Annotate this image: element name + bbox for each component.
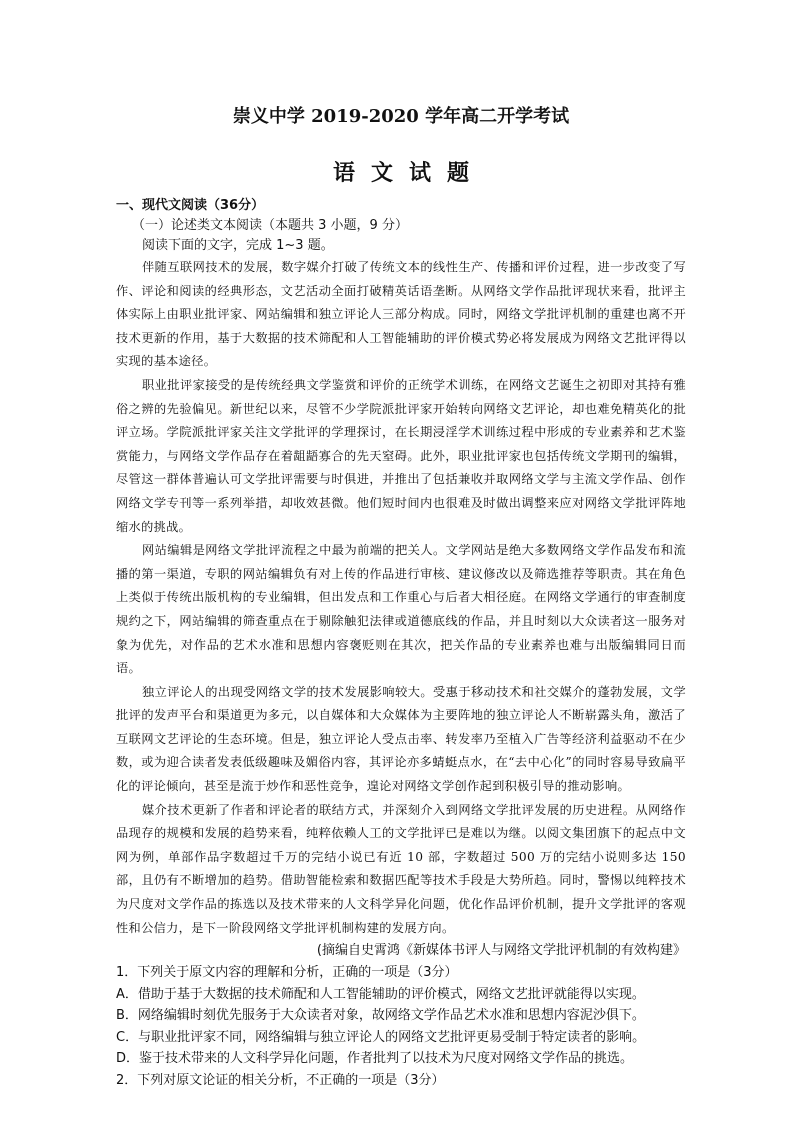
passage-paragraph: 伴随互联网技术的发展，数字媒介打破了传统文本的线性生产、传播和评价过程，进一步改变了写作、评论和阅读的经典形态，文艺活动全面打破精英话语垄断。从网络文学作品批评现状来看，批评主体实际上由职业批评家、网站编辑和独立评论人三部分构成。同时，网络文学批评机制的重建也离不开技术更新的作用，基于大数据的技术筛配和人工智能辅助的评价模式势必将发展成为网络文艺批评得以实现的基本途径。: [116, 260, 686, 369]
exam-title: 崇义中学 2019-2020 学年高二开学考试: [232, 106, 570, 127]
question-1: [116, 962, 686, 1070]
option-d: D．鉴于技术带来的人文科学异化问题，作者批判了以技术为尺度对网络文学作品的挑选。: [116, 1051, 634, 1067]
option-b: B．网络编辑时刻优先服务于大众读者对象，故网络文学作品艺术水准和思想内容泥沙俱下。: [116, 1008, 645, 1024]
passage-paragraph: 网站编辑是网络文学批评流程之中最为前端的把关人。文学网站是绝大多数网络文学作品发布和流播的第一渠道，专职的网站编辑负有对上传的作品进行审核、建议修改以及筛选推荐等职责。其在角色上类似于传统出版机构的专业编辑，但出发点和工作重心与后者大相径庭。在网络文学通行的审查制度规约之下，网站编辑的筛查重点在于剔除触犯法律或道德底线的作品，并且时刻以大众读者这一服务对象为优先，对作品的艺术水准和思想内容褒贬则在其次，把关作品的专业素养也难与出版编辑同日而语。: [116, 543, 686, 676]
reading-instruction: 阅读下面的文字，完成 1~3 题。: [142, 238, 334, 253]
option-a: A．借助于基于大数据的技术筛配和人工智能辅助的评价模式，网络文艺批评就能得以实现。: [116, 986, 645, 1002]
passage-paragraph: 媒介技术更新了作者和评论者的联结方式，并深刻介入到网络文学批评发展的历史进程。从网络作品现存的规模和发展的趋势来看，纯粹依赖人工的文学批评已是难以为继。以阅文集团旗下的起点中文网为例，单部作品字数超过千万的完结小说已有近 10 部，字数超过 500 万的完结小说则多达 150 部，且仍有不断增加的趋势。借助智能检索和数据匹配等技术手段是大势所趋。同时，警惕以纯粹技术为尺度对文学作品的拣选以及技术带来的人文科学异化问题，优化作品评价机制，提升文学批评的客观性和公信力，是下一阶段网络文学批评机制构建的发展方向。: [116, 802, 686, 935]
passage: [116, 256, 686, 940]
exam-page: [116, 104, 686, 1091]
option-c: C．与职业批评家不同，网络编辑与独立评论人的网络文艺批评更易受制于特定读者的影响。: [116, 1029, 646, 1045]
section-heading: 一、现代文阅读（36分）: [116, 198, 265, 213]
question-stem: 2．下列对原文论证的相关分析，不正确的一项是（3分）: [116, 1072, 445, 1088]
question-stem: 1．下列关于原文内容的理解和分析，正确的一项是（3分）: [116, 965, 458, 981]
passage-paragraph: 独立评论人的出现受网络文学的技术发展影响较大。受惠于移动技术和社交媒介的蓬勃发展，文学批评的发声平台和渠道更为多元，以自媒体和大众媒体为主要阵地的独立评论人不断崭露头角，激活了互联网文艺评论的生态环境。但是，独立评论人受点击率、转发率乃至植入广告等经济利益驱动不在少数，或为迎合读者发表低级趣味及媚俗内容，其评论亦多蜻蜓点水，在“去中心化”的同时容易导致扁平化的评论倾向，甚至是流于炒作和恶性竞争，遑论对网络文学创作起到积极引导的推动影响。: [116, 684, 686, 794]
subject-title: 语文试题: [332, 160, 485, 186]
passage-paragraph: 职业批评家接受的是传统经典文学鉴赏和评价的正统学术训练，在网络文艺诞生之初即对其持有雅俗之辨的先验偏见。新世纪以来，尽管不少学院派批评家开始转向网络文艺评论，却也难免精英化的批评立场。学院派批评家关注文学批评的学理探讨，在长期浸淫学术训练过程中形成的专业素养和艺术鉴赏能力，与网络文学作品存在着龃龉寡合的先天窒碍。此外，职业批评家也包括传统文学期刊的编辑，尽管这一群体普遍认可文学批评需要与时俱进，并推出了包括兼收并取网络文学与主流文学作品、创作网络文学专刊等一系列举措，却收效甚微。他们短时间内也很难及时做出调整来应对网络文学批评阵地缩水的挑战。: [116, 377, 686, 534]
subsection-heading: （一）论述类文本阅读（本题共 3 小题，9 分）: [132, 218, 408, 233]
passage-source: (摘编自史霄鸿《新媒体书评人与网络文学批评机制的有效构建》: [316, 943, 686, 959]
question-2: [116, 1070, 686, 1092]
